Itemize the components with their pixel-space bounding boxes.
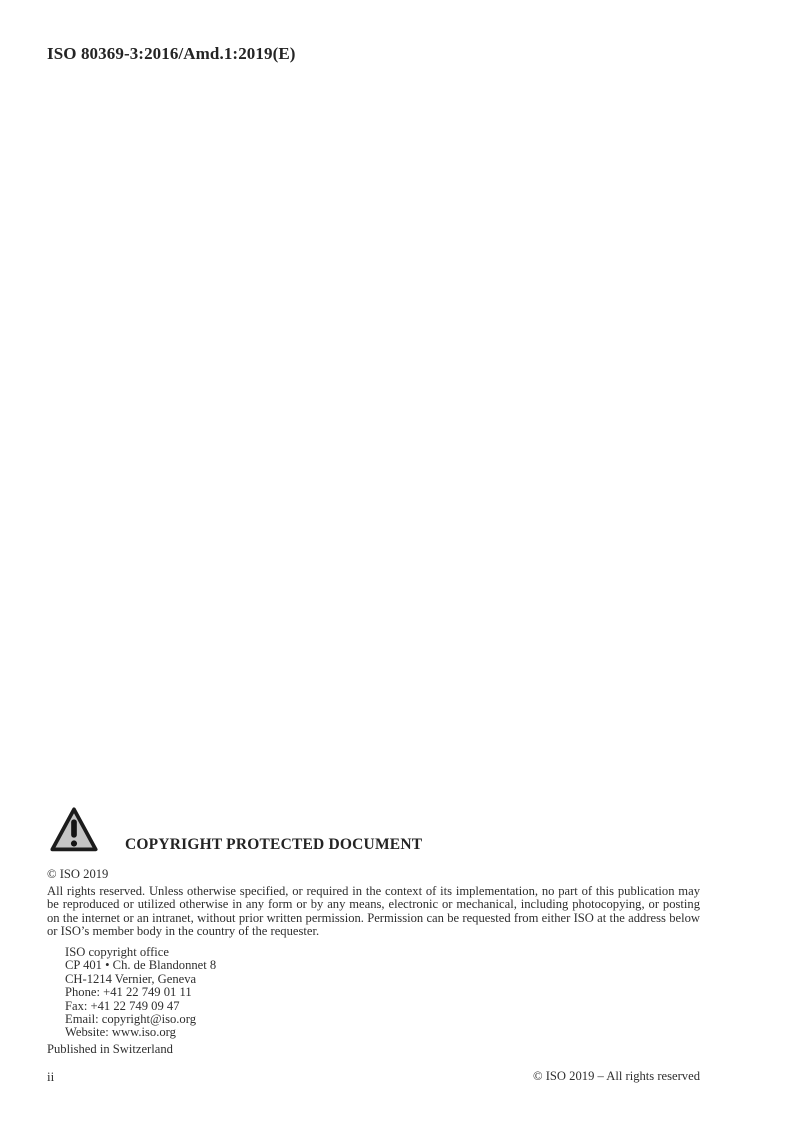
document-reference-header: ISO 80369-3:2016/Amd.1:2019(E) [47, 44, 296, 63]
published-in-switzerland: Published in Switzerland [47, 1041, 173, 1056]
copyright-heading-row [47, 805, 700, 857]
address-line-phone: Phone: +41 22 749 01 11 [65, 985, 192, 1000]
copyright-protected-section [47, 805, 700, 1056]
warning-triangle-icon [49, 805, 99, 857]
iso-address-block [65, 946, 700, 1040]
address-line-fax: Fax: +41 22 749 09 47 [65, 998, 180, 1013]
copyright-notice: © ISO 2019 [47, 867, 109, 881]
address-line-website: Website: www.iso.org [65, 1025, 176, 1040]
copyright-protected-title: COPYRIGHT PROTECTED DOCUMENT [125, 836, 423, 853]
address-line-city: CH-1214 Vernier, Geneva [65, 971, 197, 986]
address-line-email: Email: copyright@iso.org [65, 1012, 196, 1026]
address-line-street: CP 401 • Ch. de Blandonnet 8 [65, 958, 217, 973]
address-line-office: ISO copyright office [65, 944, 169, 959]
footer-copyright-notice: © ISO 2019 – All rights reserved [533, 1069, 700, 1083]
footer-page-number: ii [47, 1069, 55, 1084]
copyright-body-text: All rights reserved. Unless otherwise specified, or required in the context of its implementation, no part of this publication may be reproduced or utilized otherwise in any form or by any means, electronic or mechanical, including photocopying, or posting on the internet or an intranet, without prior written permission. Permission can be requested from either ISO at the address below or ISO’s member body in the country of the requester. [47, 883, 700, 939]
